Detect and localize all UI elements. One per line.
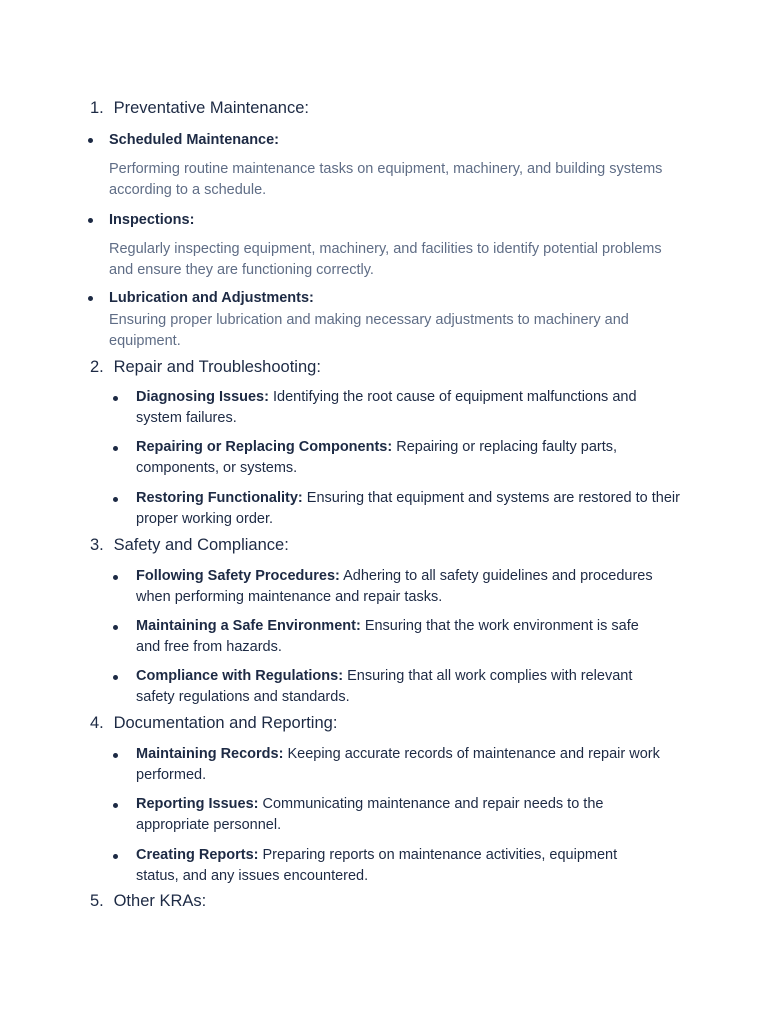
section-number: 4.	[90, 714, 104, 732]
list-item: Reporting Issues: Communicating maintenance and repair needs to the appropriate personnel.	[136, 796, 604, 833]
list-item-term: Inspections:	[109, 212, 195, 228]
section-number: 3.	[90, 536, 104, 554]
list-item: Maintaining a Safe Environment: Ensuring that the work environment is safe and free from hazards.	[136, 618, 639, 655]
list-item-term: Scheduled Maintenance:	[109, 132, 280, 148]
section-5-heading	[90, 891, 206, 911]
section-number: 1.	[90, 99, 104, 117]
bullet-icon	[113, 675, 118, 680]
section-1-heading	[90, 98, 309, 118]
section-4-heading	[90, 713, 337, 733]
list-item-term: Lubrication and Adjustments:	[109, 290, 314, 306]
bullet-icon	[113, 625, 118, 630]
list-item: Repairing or Replacing Components: Repairing or replacing faulty parts, components, or systems.	[136, 439, 618, 476]
list-item: Compliance with Regulations: Ensuring that all work complies with relevant safety regulations and standards.	[136, 668, 633, 705]
section-title: Safety and Compliance:	[113, 536, 289, 554]
section-title: Other KRAs:	[113, 892, 207, 910]
bullet-icon	[113, 446, 118, 451]
section-3-heading	[90, 535, 289, 555]
bullet-icon	[88, 296, 93, 301]
section-2-heading	[90, 357, 321, 377]
bullet-icon	[88, 218, 93, 223]
section-number: 2.	[90, 358, 104, 376]
list-item: Diagnosing Issues: Identifying the root cause of equipment malfunctions and system failures.	[136, 389, 637, 426]
section-title: Preventative Maintenance:	[113, 99, 309, 117]
section-title: Repair and Troubleshooting:	[113, 358, 321, 376]
bullet-icon	[113, 497, 118, 502]
section-number: 5.	[90, 892, 104, 910]
bullet-icon	[88, 138, 93, 143]
list-item-description: Regularly inspecting equipment, machinery, and facilities to identify potential problems and ensure they are functioning correctly.	[109, 241, 662, 278]
list-item-description: Performing routine maintenance tasks on equipment, machinery, and building systems according to a schedule.	[109, 161, 663, 198]
list-item: Restoring Functionality: Ensuring that equipment and systems are restored to their proper working order.	[136, 490, 680, 527]
list-item: Maintaining Records: Keeping accurate records of maintenance and repair work performed.	[136, 746, 660, 783]
list-item: Following Safety Procedures: Adhering to all safety guidelines and procedures when performing maintenance and repair tasks.	[136, 568, 653, 605]
bullet-icon	[113, 854, 118, 859]
bullet-icon	[113, 575, 118, 580]
list-item: Creating Reports: Preparing reports on maintenance activities, equipment status, and any issues encountered.	[136, 847, 618, 884]
bullet-icon	[113, 396, 118, 401]
bullet-icon	[113, 803, 118, 808]
list-item-description: Ensuring proper lubrication and making necessary adjustments to machinery and equipment.	[109, 312, 629, 349]
section-title: Documentation and Reporting:	[113, 714, 338, 732]
bullet-icon	[113, 753, 118, 758]
